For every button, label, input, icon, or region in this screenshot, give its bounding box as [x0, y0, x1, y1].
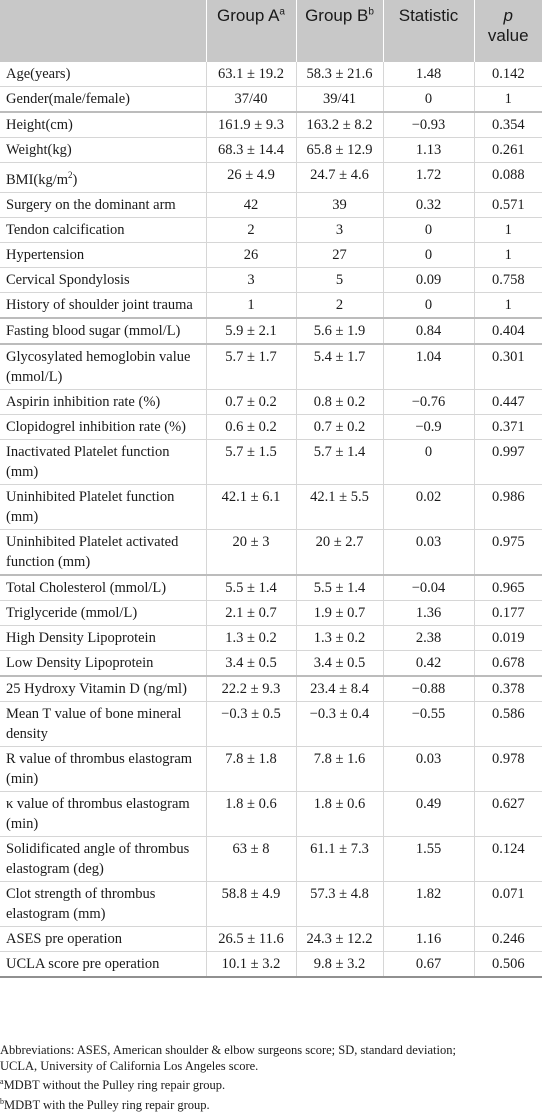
- row-label-text: Glycosylated hemoglobin value (mmol/L): [6, 348, 191, 385]
- cell-group-b: 1.8 ± 0.6: [296, 791, 383, 836]
- row-label: [0, 62, 206, 87]
- row-label-suffix: ): [72, 171, 78, 188]
- cell-statistic: 0.09: [383, 267, 474, 292]
- row-label-text: R value of thrombus elastogram (min): [6, 750, 193, 787]
- cell-group-a: 5.7 ± 1.7: [206, 344, 296, 390]
- cell-group-a: 5.5 ± 1.4: [206, 575, 296, 601]
- table-row: [0, 600, 542, 625]
- table-row: [0, 676, 542, 702]
- cell-p-value: 0.978: [474, 746, 542, 791]
- cell-group-a: 68.3 ± 14.4: [206, 138, 296, 163]
- row-label-text: UCLA score pre operation: [6, 955, 160, 972]
- cell-statistic: −0.88: [383, 676, 474, 702]
- row-label: [0, 650, 206, 676]
- row-label: [0, 138, 206, 163]
- cell-p-value: 0.019: [474, 625, 542, 650]
- table-row: [0, 62, 542, 87]
- row-label-text: Uninhibited Platelet function (mm): [6, 488, 175, 525]
- row-label: [0, 881, 206, 926]
- row-label: [0, 267, 206, 292]
- cell-statistic: −0.04: [383, 575, 474, 601]
- row-label: [0, 318, 206, 344]
- cell-group-a: 0.6 ± 0.2: [206, 414, 296, 439]
- row-label: [0, 389, 206, 414]
- row-label: [0, 484, 206, 529]
- cell-group-b: 58.3 ± 21.6: [296, 62, 383, 87]
- cell-p-value: 0.177: [474, 600, 542, 625]
- cell-statistic: 1.04: [383, 344, 474, 390]
- cell-group-b: 1.9 ± 0.7: [296, 600, 383, 625]
- table-row: [0, 529, 542, 575]
- cell-p-value: 0.354: [474, 112, 542, 138]
- cell-group-b: 39: [296, 192, 383, 217]
- cell-group-a: 2: [206, 217, 296, 242]
- cell-p-value: 0.997: [474, 439, 542, 484]
- header-statistic: Statistic: [383, 0, 474, 62]
- cell-statistic: 1.48: [383, 62, 474, 87]
- cell-group-b: 2: [296, 292, 383, 318]
- footnote-a-mark: a: [0, 1077, 4, 1086]
- row-label: [0, 87, 206, 113]
- table-row: [0, 163, 542, 193]
- cell-p-value: 0.447: [474, 389, 542, 414]
- row-label-text: Uninhibited Platelet activated function (mm): [6, 533, 179, 570]
- table-row: [0, 242, 542, 267]
- table-body: [0, 62, 542, 977]
- cell-statistic: 0: [383, 242, 474, 267]
- table-row: [0, 650, 542, 676]
- table-header: [0, 0, 542, 62]
- row-label: [0, 414, 206, 439]
- row-label-text: BMI(kg/m: [6, 171, 69, 188]
- row-label-text: Inactivated Platelet function (mm): [6, 443, 170, 480]
- cell-statistic: 0: [383, 439, 474, 484]
- row-label-text: History of shoulder joint trauma: [6, 296, 193, 313]
- cell-group-b: 163.2 ± 8.2: [296, 112, 383, 138]
- cell-p-value: 0.378: [474, 676, 542, 702]
- row-label: [0, 292, 206, 318]
- row-label-text: Clot strength of thrombus elastogram (mm): [6, 885, 156, 922]
- header-group-b-label: Group B: [305, 6, 369, 25]
- header-group-a: [206, 0, 296, 62]
- cell-p-value: 0.627: [474, 791, 542, 836]
- cell-group-a: 2.1 ± 0.7: [206, 600, 296, 625]
- table-row: [0, 625, 542, 650]
- cell-p-value: 0.975: [474, 529, 542, 575]
- cell-p-value: 0.246: [474, 926, 542, 951]
- row-label: [0, 951, 206, 977]
- footnote-mark-a: a: [279, 6, 285, 18]
- row-label-text: Aspirin inhibition rate (%): [6, 393, 161, 410]
- table-row: [0, 192, 542, 217]
- footnote-b-text: MDBT with the Pulley ring repair group.: [4, 1097, 210, 1112]
- footnote-b-mark: b: [0, 1096, 4, 1106]
- header-p-letter: p: [503, 6, 513, 25]
- cell-group-a: 1: [206, 292, 296, 318]
- row-label-text: Weight(kg): [6, 142, 72, 158]
- cell-p-value: 0.071: [474, 881, 542, 926]
- cell-group-a: 161.9 ± 9.3: [206, 112, 296, 138]
- row-label-text: High Density Lipoprotein: [6, 629, 156, 646]
- row-label-text: Tendon calcification: [6, 221, 125, 238]
- cell-group-a: 7.8 ± 1.8: [206, 746, 296, 791]
- table-row: [0, 344, 542, 390]
- table-row: [0, 881, 542, 926]
- footnote-b: [0, 1094, 542, 1113]
- header-blank: [0, 0, 206, 62]
- table-row: [0, 575, 542, 601]
- cell-group-b: 39/41: [296, 87, 383, 113]
- cell-statistic: −0.76: [383, 389, 474, 414]
- cell-statistic: 2.38: [383, 625, 474, 650]
- table-row: [0, 389, 542, 414]
- cell-group-b: 5.4 ± 1.7: [296, 344, 383, 390]
- cell-group-b: 24.3 ± 12.2: [296, 926, 383, 951]
- footnote-mark-b: b: [368, 6, 374, 18]
- cell-group-a: 26.5 ± 11.6: [206, 926, 296, 951]
- cell-group-a: 1.8 ± 0.6: [206, 791, 296, 836]
- cell-group-a: 10.1 ± 3.2: [206, 951, 296, 977]
- cell-p-value: 0.986: [474, 484, 542, 529]
- cell-group-b: 5.7 ± 1.4: [296, 439, 383, 484]
- row-label-text: Triglyceride (mmol/L): [6, 604, 138, 621]
- cell-group-b: 65.8 ± 12.9: [296, 138, 383, 163]
- row-label-text: Fasting blood sugar (mmol/L): [6, 322, 181, 339]
- cell-p-value: 0.088: [474, 163, 542, 193]
- table-row: [0, 414, 542, 439]
- cell-statistic: −0.55: [383, 701, 474, 746]
- cell-group-a: 5.7 ± 1.5: [206, 439, 296, 484]
- cell-p-value: 0.965: [474, 575, 542, 601]
- cell-group-b: 0.7 ± 0.2: [296, 414, 383, 439]
- abbreviations-line-2: UCLA, University of California Los Angeles score.: [0, 1058, 259, 1073]
- row-label-text: Surgery on the dominant arm: [6, 196, 176, 213]
- row-label: [0, 701, 206, 746]
- cell-p-value: 0.142: [474, 62, 542, 87]
- cell-p-value: 1: [474, 217, 542, 242]
- row-label: [0, 112, 206, 138]
- row-label: [0, 192, 206, 217]
- row-label-text: Solidificated angle of thrombus elastogram (deg): [6, 840, 190, 877]
- row-label-text: Hypertension: [6, 246, 85, 263]
- table-row: [0, 746, 542, 791]
- abbreviations-line-1: Abbreviations: ASES, American shoulder & elbow surgeons score; SD, standard deviation;: [0, 1043, 456, 1057]
- row-label-text: ASES pre operation: [6, 930, 122, 947]
- cell-statistic: 0: [383, 217, 474, 242]
- cell-p-value: 0.371: [474, 414, 542, 439]
- cell-statistic: 0.42: [383, 650, 474, 676]
- row-label: [0, 625, 206, 650]
- cell-group-a: 42.1 ± 6.1: [206, 484, 296, 529]
- row-label-text: Total Cholesterol (mmol/L): [6, 579, 167, 596]
- cell-group-a: 20 ± 3: [206, 529, 296, 575]
- row-label-text: Clopidogrel inhibition rate (%): [6, 418, 187, 435]
- cell-group-a: 1.3 ± 0.2: [206, 625, 296, 650]
- cell-statistic: 0.67: [383, 951, 474, 977]
- cell-group-b: 5.6 ± 1.9: [296, 318, 383, 344]
- row-label-text: Mean T value of bone mineral density: [6, 705, 182, 742]
- cell-group-a: 26 ± 4.9: [206, 163, 296, 193]
- cell-p-value: 0.506: [474, 951, 542, 977]
- table-row: [0, 791, 542, 836]
- table-row: [0, 138, 542, 163]
- table-row: [0, 701, 542, 746]
- cell-statistic: 0: [383, 87, 474, 113]
- cell-group-a: 37/40: [206, 87, 296, 113]
- row-label: [0, 676, 206, 702]
- row-label: [0, 529, 206, 575]
- cell-statistic: 1.36: [383, 600, 474, 625]
- cell-statistic: 1.82: [383, 881, 474, 926]
- cell-group-a: 42: [206, 192, 296, 217]
- cell-group-b: 7.8 ± 1.6: [296, 746, 383, 791]
- cell-group-b: 42.1 ± 5.5: [296, 484, 383, 529]
- cell-group-b: 0.8 ± 0.2: [296, 389, 383, 414]
- cell-statistic: 0.49: [383, 791, 474, 836]
- cell-statistic: 1.55: [383, 836, 474, 881]
- cell-group-b: 20 ± 2.7: [296, 529, 383, 575]
- table-row: [0, 267, 542, 292]
- table-row: [0, 836, 542, 881]
- cell-statistic: 0.32: [383, 192, 474, 217]
- table-row: [0, 87, 542, 113]
- row-label: [0, 242, 206, 267]
- cell-p-value: 1: [474, 292, 542, 318]
- cell-statistic: −0.9: [383, 414, 474, 439]
- cell-p-value: 0.301: [474, 344, 542, 390]
- cell-group-a: −0.3 ± 0.5: [206, 701, 296, 746]
- cell-statistic: 0.02: [383, 484, 474, 529]
- cell-group-b: 5: [296, 267, 383, 292]
- cell-statistic: 0.84: [383, 318, 474, 344]
- cell-statistic: 0: [383, 292, 474, 318]
- cell-statistic: 0.03: [383, 746, 474, 791]
- cell-group-b: 57.3 ± 4.8: [296, 881, 383, 926]
- cell-p-value: 0.678: [474, 650, 542, 676]
- cell-group-a: 0.7 ± 0.2: [206, 389, 296, 414]
- cell-group-b: 27: [296, 242, 383, 267]
- cell-p-value: 0.404: [474, 318, 542, 344]
- cell-group-b: 23.4 ± 8.4: [296, 676, 383, 702]
- cell-group-b: 3: [296, 217, 383, 242]
- row-label: [0, 600, 206, 625]
- table-footnotes: [0, 1043, 542, 1113]
- header-p-value: [474, 0, 542, 62]
- cell-group-a: 3: [206, 267, 296, 292]
- cell-statistic: 0.03: [383, 529, 474, 575]
- row-label-text: 25 Hydroxy Vitamin D (ng/ml): [6, 680, 187, 697]
- cell-group-b: −0.3 ± 0.4: [296, 701, 383, 746]
- row-label: [0, 344, 206, 390]
- row-label: [0, 791, 206, 836]
- cell-group-a: 63.1 ± 19.2: [206, 62, 296, 87]
- row-label-text: Gender(male/female): [6, 91, 130, 107]
- cell-group-b: 9.8 ± 3.2: [296, 951, 383, 977]
- cell-p-value: 0.571: [474, 192, 542, 217]
- row-label: [0, 439, 206, 484]
- row-label-text: Height(cm): [6, 117, 73, 133]
- header-row: [0, 0, 542, 62]
- table-row: [0, 439, 542, 484]
- row-label: [0, 217, 206, 242]
- cell-p-value: 0.124: [474, 836, 542, 881]
- row-label: [0, 746, 206, 791]
- table-row: [0, 951, 542, 977]
- row-label-text: κ value of thrombus elastogram (min): [6, 795, 190, 832]
- cell-group-b: 3.4 ± 0.5: [296, 650, 383, 676]
- cell-group-a: 3.4 ± 0.5: [206, 650, 296, 676]
- table-row: [0, 926, 542, 951]
- table-row: [0, 318, 542, 344]
- row-label: [0, 926, 206, 951]
- cell-group-a: 58.8 ± 4.9: [206, 881, 296, 926]
- footnote-a: [0, 1074, 542, 1094]
- row-label-text: Age(years): [6, 66, 71, 82]
- cell-p-value: 0.586: [474, 701, 542, 746]
- header-group-a-label: Group A: [217, 6, 280, 25]
- cell-group-b: 61.1 ± 7.3: [296, 836, 383, 881]
- cell-group-b: 24.7 ± 4.6: [296, 163, 383, 193]
- row-label: [0, 163, 206, 193]
- cell-p-value: 0.758: [474, 267, 542, 292]
- row-label-text: Low Density Lipoprotein: [6, 654, 154, 671]
- cell-p-value: 1: [474, 87, 542, 113]
- row-label: [0, 575, 206, 601]
- cell-group-a: 5.9 ± 2.1: [206, 318, 296, 344]
- cell-statistic: 1.16: [383, 926, 474, 951]
- cell-p-value: 1: [474, 242, 542, 267]
- table-row: [0, 292, 542, 318]
- table-row: [0, 217, 542, 242]
- cell-group-b: 5.5 ± 1.4: [296, 575, 383, 601]
- cell-statistic: 1.72: [383, 163, 474, 193]
- cell-group-a: 22.2 ± 9.3: [206, 676, 296, 702]
- cell-group-a: 63 ± 8: [206, 836, 296, 881]
- cell-p-value: 0.261: [474, 138, 542, 163]
- row-label: [0, 836, 206, 881]
- footnote-a-text: MDBT without the Pulley ring repair group.: [3, 1078, 226, 1093]
- table-row: [0, 484, 542, 529]
- table-row: [0, 112, 542, 138]
- header-group-b: [296, 0, 383, 62]
- cell-group-b: 1.3 ± 0.2: [296, 625, 383, 650]
- row-label-text: Cervical Spondylosis: [6, 271, 130, 288]
- cell-group-a: 26: [206, 242, 296, 267]
- cell-statistic: −0.93: [383, 112, 474, 138]
- cell-statistic: 1.13: [383, 138, 474, 163]
- row-label-superscript: 2: [68, 170, 73, 180]
- header-value-word: value: [487, 26, 529, 45]
